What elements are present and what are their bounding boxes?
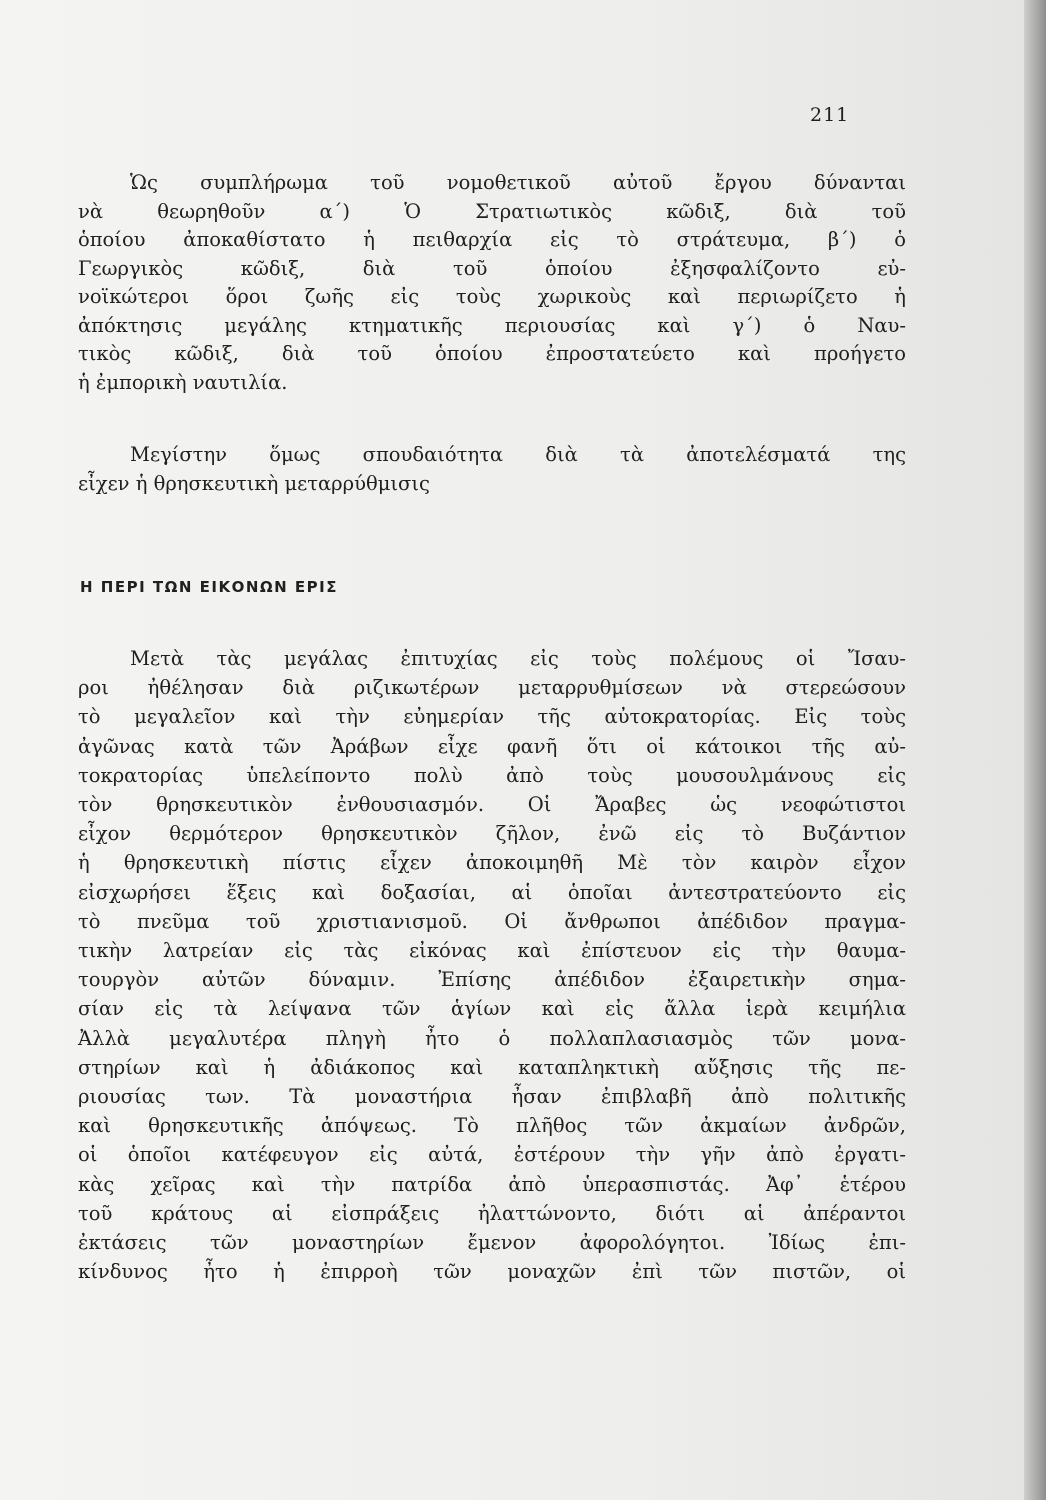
text-line: τὸ μεγαλεῖον καὶ τὴν εὐημερίαν τῆς αὐτοκρατορίας. Εἰς τοὺς	[78, 705, 906, 729]
text-line: εἶχον θερμότερον θρησκευτικὸν ζῆλον, ἐνῶ εἰς τὸ Βυζάντιον	[78, 822, 906, 846]
paragraph-iconoclasm	[78, 644, 906, 1286]
text-line: καὶ θρησκευτικῆς ἀπόψεως. Τὸ πλῆθος τῶν ἀκμαίων ἀνδρῶν,	[78, 1114, 906, 1138]
text-line: κίνδυνος ἦτο ἡ ἐπιρροὴ τῶν μοναχῶν ἐπὶ τῶν πιστῶν, οἱ	[78, 1260, 906, 1284]
text-line: τὸ πνεῦμα τοῦ χριστιανισμοῦ. Οἱ ἄνθρωποι ἀπέδιδον πραγμα-	[78, 909, 906, 933]
text-line: Μεγίστην ὅμως σπουδαιότητα διὰ τὰ ἀποτελέσματά της	[130, 443, 906, 466]
text-line: τουργὸν αὐτῶν δύναμιν. Ἐπίσης ἀπέδιδον ἐξαιρετικὴν σημα-	[78, 968, 906, 992]
paragraph-religious-reform	[78, 441, 906, 498]
text-line: Ἀλλὰ μεγαλυτέρα πληγὴ ἦτο ὁ πολλαπλασιασμὸς τῶν μονα-	[78, 1026, 906, 1050]
page-edge-shadow	[1024, 0, 1046, 1500]
text-line: νοϊκώτεροι ὅροι ζωῆς εἰς τοὺς χωρικοὺς καὶ περιωρίζετο ἡ	[78, 285, 906, 308]
text-line: ἀπόκτησις μεγάλης κτηματικῆς περιουσίας καὶ γ΄) ὁ Ναυ-	[78, 313, 906, 337]
text-line: ὁποίου ἀποκαθίστατο ἡ πειθαρχία εἰς τὸ στράτευμα, β΄) ὁ	[78, 228, 906, 251]
text-line: νὰ θεωρηθοῦν α΄) Ὁ Στρατιωτικὸς κῶδιξ, διὰ τοῦ	[78, 199, 906, 223]
section-heading: Η ΠΕΡΙ ΤΩΝ ΕΙΚΟΝΩΝ ΕΡΙΣ	[80, 578, 338, 596]
text-line: ριουσίας των. Τὰ μοναστήρια ἦσαν ἐπιβλαβῆ ἀπὸ πολιτικῆς	[78, 1085, 906, 1109]
page-number: 211	[810, 104, 850, 126]
text-line: ἐκτάσεις τῶν μοναστηρίων ἔμενον ἀφορολόγητοι. Ἰδίως ἐπι-	[78, 1231, 906, 1255]
text-line: ἡ θρησκευτικὴ πίστις εἶχεν ἀποκοιμηθῆ Μὲ τὸν καιρὸν εἶχον	[78, 851, 906, 875]
text-line: εἰσχωρήσει ἕξεις καὶ δοξασίαι, αἱ ὁποῖαι ἀντεστρατεύοντο εἰς	[78, 880, 906, 904]
text-line: σίαν εἰς τὰ λείψανα τῶν ἁγίων καὶ εἰς ἄλλα ἱερὰ κειμήλια	[78, 997, 906, 1021]
text-line: τοκρατορίας ὑπελείποντο πολὺ ἀπὸ τοὺς μουσουλμάνους εἰς	[78, 763, 906, 787]
text-line: Ὡς συμπλήρωμα τοῦ νομοθετικοῦ αὐτοῦ ἔργου δύνανται	[130, 171, 906, 194]
text-line: Γεωργικὸς κῶδιξ, διὰ τοῦ ὁποίου ἐξησφαλίζοντο εὐ-	[78, 256, 906, 280]
text-line: τὸν θρησκευτικὸν ἐνθουσιασμόν. Οἱ Ἄραβες ὡς νεοφώτιστοι	[78, 793, 906, 817]
text-line: εἶχεν ἡ θρησκευτικὴ μεταρρύθμισις	[78, 471, 430, 495]
text-line: κὰς χεῖρας καὶ τὴν πατρίδα ἀπὸ ὑπερασπιστάς. Ἀφ᾿ ἑτέρου	[78, 1172, 906, 1196]
text-line: τοῦ κράτους αἱ εἰσπράξεις ἠλαττώνοντο, διότι αἱ ἀπέραντοι	[78, 1201, 906, 1225]
text-line: στηρίων καὶ ἡ ἀδιάκοπος καὶ καταπληκτικὴ αὔξησις τῆς πε-	[78, 1055, 906, 1079]
text-line: ἀγῶνας κατὰ τῶν Ἀράβων εἶχε φανῆ ὅτι οἱ κάτοικοι τῆς αὐ-	[78, 734, 906, 758]
text-line: τικὸς κῶδιξ, διὰ τοῦ ὁποίου ἐπροστατεύετο καὶ προήγετο	[78, 342, 906, 365]
paragraph-legal-codes	[78, 169, 906, 397]
text-line: ἡ ἐμπορικὴ ναυτιλία.	[78, 370, 288, 394]
text-line: τικὴν λατρείαν εἰς τὰς εἰκόνας καὶ ἐπίστευον εἰς τὴν θαυμα-	[78, 939, 906, 963]
text-line: Μετὰ τὰς μεγάλας ἐπιτυχίας εἰς τοὺς πολέμους οἱ Ἴσαυ-	[130, 647, 906, 670]
text-line: οἱ ὁποῖοι κατέφευγον εἰς αὐτά, ἐστέρουν τὴν γῆν ἀπὸ ἐργατι-	[78, 1143, 906, 1167]
text-line: ροι ἠθέλησαν διὰ ριζικωτέρων μεταρρυθμίσεων νὰ στερεώσουν	[78, 676, 906, 700]
